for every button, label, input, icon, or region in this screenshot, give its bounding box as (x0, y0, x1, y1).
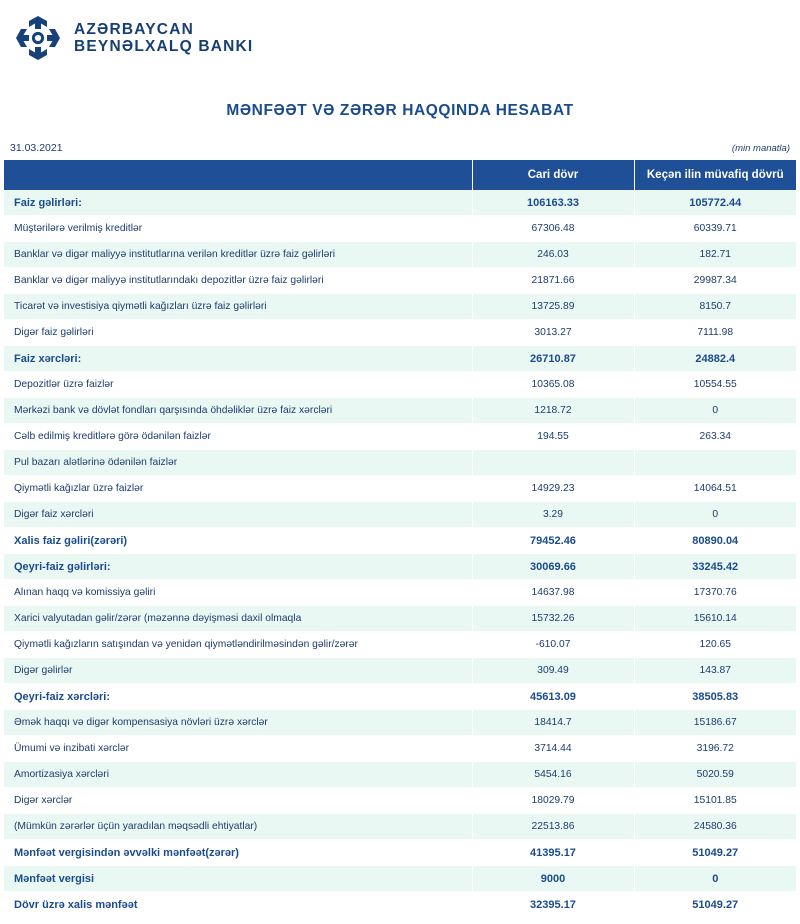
row-value-current: 41395.17 (472, 840, 634, 866)
column-header-current: Cari dövr (472, 160, 634, 190)
row-label: Dövr üzrə xalis mənfəət (4, 892, 472, 918)
row-value-previous: 24882.4 (634, 346, 796, 372)
row-value-previous (634, 450, 796, 476)
table-row (4, 710, 796, 736)
row-value-current: -610.07 (472, 632, 634, 658)
row-label: Pul bazarı alətlərinə ödənilən faizlər (4, 450, 472, 476)
row-label: Qiymətli kağızlar üzrə faizlər (4, 476, 472, 502)
row-value-current: 246.03 (472, 242, 634, 268)
row-value-previous: 143.87 (634, 658, 796, 684)
row-value-current: 67306.48 (472, 216, 634, 242)
row-value-previous: 15610.14 (634, 606, 796, 632)
row-label: Qeyri-faiz xərcləri: (4, 684, 472, 710)
table-row (4, 372, 796, 398)
row-label: Depozitlər üzrə faizlər (4, 372, 472, 398)
table-row (4, 606, 796, 632)
row-label: Banklar və digər maliyyə institutlarındakı depozitlər üzrə faiz gəlirləri (4, 268, 472, 294)
table-row (4, 346, 796, 372)
row-value-current: 21871.66 (472, 268, 634, 294)
table-row (4, 294, 796, 320)
row-value-previous: 105772.44 (634, 190, 796, 216)
row-label: Faiz gəlirləri: (4, 190, 472, 216)
page-title: MƏNFƏƏT VƏ ZƏRƏR HAQQINDA HESABAT (226, 102, 574, 119)
table-row (4, 216, 796, 242)
row-value-previous: 5020.59 (634, 762, 796, 788)
row-label: Ümumi və inzibati xərclər (4, 736, 472, 762)
table-row (4, 736, 796, 762)
row-value-current: 309.49 (472, 658, 634, 684)
table-row (4, 866, 796, 892)
row-label: Mərkəzi bank və dövlət fondları qarşısında öhdəliklər üzrə faiz xərcləri (4, 398, 472, 424)
table-row (4, 502, 796, 528)
column-header-previous: Keçən ilin müvafiq dövrü (634, 160, 796, 190)
brand-line-2: BEYNƏLXALQ BANKI (74, 38, 254, 55)
row-label: Qeyri-faiz gəlirləri: (4, 554, 472, 580)
row-label: Cəlb edilmiş kreditlərə görə ödənilən faizlər (4, 424, 472, 450)
row-value-current: 3714.44 (472, 736, 634, 762)
row-label: Alınan haqq və komissiya gəliri (4, 580, 472, 606)
row-value-current: 15732.26 (472, 606, 634, 632)
row-value-current: 14637.98 (472, 580, 634, 606)
table-row (4, 450, 796, 476)
table-row (4, 788, 796, 814)
row-value-previous: 8150.7 (634, 294, 796, 320)
brand-header (0, 0, 800, 62)
row-value-current: 79452.46 (472, 528, 634, 554)
row-value-current: 13725.89 (472, 294, 634, 320)
row-label: Digər faiz xərcləri (4, 502, 472, 528)
row-label: Xarici valyutadan gəlir/zərər (məzənnə dəyişməsi daxil olmaqla (4, 606, 472, 632)
brand-line-1: AZƏRBAYCAN (74, 20, 194, 38)
row-value-current: 22513.86 (472, 814, 634, 840)
table-row (4, 762, 796, 788)
row-value-previous: 182.71 (634, 242, 796, 268)
row-label: Mənfəət vergisi (4, 866, 472, 892)
profit-loss-table (4, 160, 796, 918)
row-value-previous: 51049.27 (634, 892, 796, 918)
row-value-current (472, 450, 634, 476)
table-row (4, 424, 796, 450)
row-value-previous: 17370.76 (634, 580, 796, 606)
row-value-previous: 3196.72 (634, 736, 796, 762)
row-value-current: 18414.7 (472, 710, 634, 736)
row-label: Əmək haqqı və digər kompensasiya növləri üzrə xərclər (4, 710, 472, 736)
report-meta (0, 120, 800, 160)
column-header-label (4, 160, 472, 190)
row-value-current: 3.29 (472, 502, 634, 528)
row-value-previous: 10554.55 (634, 372, 796, 398)
table-row (4, 320, 796, 346)
row-value-current: 1218.72 (472, 398, 634, 424)
abb-knot-logo-icon (14, 14, 62, 62)
row-label: Faiz xərcləri: (4, 346, 472, 372)
row-value-previous: 29987.34 (634, 268, 796, 294)
table-row (4, 268, 796, 294)
row-label: Digər xərclər (4, 788, 472, 814)
table-row (4, 398, 796, 424)
row-value-current: 3013.27 (472, 320, 634, 346)
table-row (4, 814, 796, 840)
row-value-previous: 60339.71 (634, 216, 796, 242)
table-row (4, 840, 796, 866)
row-value-previous: 33245.42 (634, 554, 796, 580)
table-row (4, 528, 796, 554)
row-value-current: 26710.87 (472, 346, 634, 372)
table-row (4, 242, 796, 268)
row-value-previous: 80890.04 (634, 528, 796, 554)
row-value-previous: 120.65 (634, 632, 796, 658)
row-label: Banklar və digər maliyyə institutlarına verilən kreditlər üzrə faiz gəlirləri (4, 242, 472, 268)
row-value-current: 5454.16 (472, 762, 634, 788)
row-value-previous: 24580.36 (634, 814, 796, 840)
row-value-previous: 51049.27 (634, 840, 796, 866)
row-value-previous: 38505.83 (634, 684, 796, 710)
row-value-current: 14929.23 (472, 476, 634, 502)
row-value-previous: 263.34 (634, 424, 796, 450)
report-date: 31.03.2021 (10, 142, 63, 154)
table-row (4, 554, 796, 580)
table-head (4, 160, 796, 190)
row-value-current: 106163.33 (472, 190, 634, 216)
row-value-previous: 0 (634, 502, 796, 528)
row-label: Amortizasiya xərcləri (4, 762, 472, 788)
table-row (4, 580, 796, 606)
row-value-previous: 14064.51 (634, 476, 796, 502)
row-value-previous: 15186.67 (634, 710, 796, 736)
row-label: Mənfəət vergisindən əvvəlki mənfəət(zərər) (4, 840, 472, 866)
row-label: Qiymətli kağızların satışından və yenidən qiymətləndirilməsindən gəlir/zərər (4, 632, 472, 658)
row-value-current: 30069.66 (472, 554, 634, 580)
row-label: Ticarət və investisiya qiymətli kağızları üzrə faiz gəlirləri (4, 294, 472, 320)
row-value-current: 9000 (472, 866, 634, 892)
row-value-previous: 0 (634, 866, 796, 892)
brand-wordmark (74, 21, 253, 56)
table-row (4, 632, 796, 658)
report-unit-note: (min manatla) (731, 143, 790, 154)
table-body (4, 190, 796, 918)
row-label: Digər gəlirlər (4, 658, 472, 684)
row-value-current: 45613.09 (472, 684, 634, 710)
table-header-row (4, 160, 796, 190)
row-label: Digər faiz gəlirləri (4, 320, 472, 346)
row-value-previous: 15101.85 (634, 788, 796, 814)
row-label: Xalis faiz gəliri(zərəri) (4, 528, 472, 554)
row-value-current: 32395.17 (472, 892, 634, 918)
table-row (4, 658, 796, 684)
row-value-previous: 0 (634, 398, 796, 424)
table-row (4, 892, 796, 918)
table-row (4, 684, 796, 710)
row-label: Müştərilərə verilmiş kreditlər (4, 216, 472, 242)
row-label: (Mümkün zərərlər üçün yaradılan məqsədli ehtiyatlar) (4, 814, 472, 840)
table-row (4, 190, 796, 216)
row-value-current: 194.55 (472, 424, 634, 450)
table-row (4, 476, 796, 502)
row-value-current: 10365.08 (472, 372, 634, 398)
row-value-current: 18029.79 (472, 788, 634, 814)
row-value-previous: 7111.98 (634, 320, 796, 346)
